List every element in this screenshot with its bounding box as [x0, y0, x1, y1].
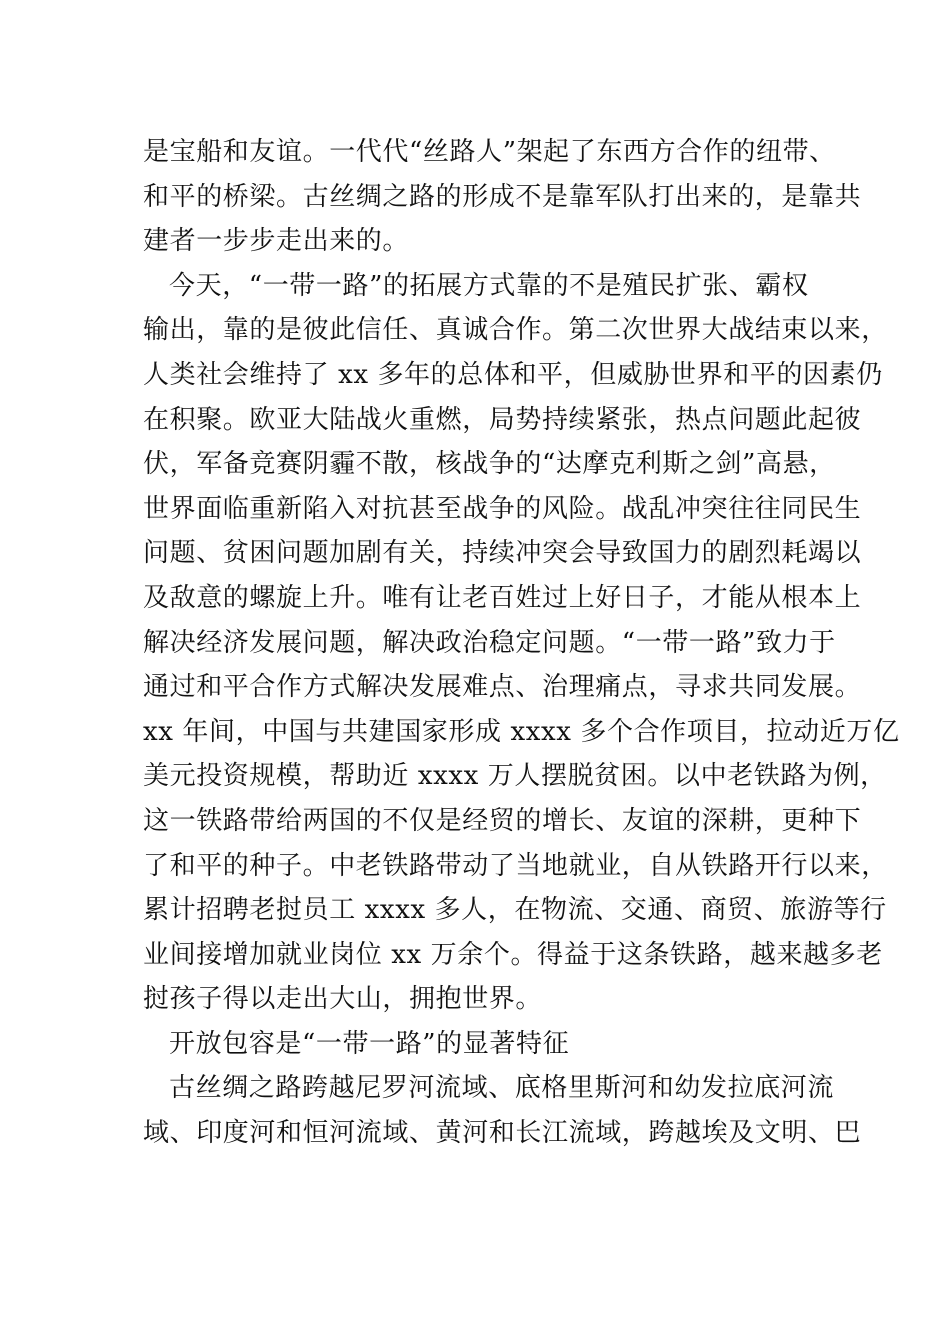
text-line: 解决经济发展问题，解决政治稳定问题。“一带一路”致力于 — [143, 627, 836, 658]
paragraph-1 — [143, 130, 862, 264]
body-text — [143, 130, 900, 1156]
text-line: 业间接增加就业岗位 xx 万余个。得益于这条铁路，越来越多老 — [143, 939, 883, 970]
text-line: xx 年间，中国与共建国家形成 xxxx 多个合作项目，拉动近万亿 — [143, 716, 900, 747]
heading-line: 开放包容是“一带一路”的显著特征 — [169, 1028, 570, 1059]
text-line: 累计招聘老挝员工 xxxx 多人，在物流、交通、商贸、旅游等行 — [143, 895, 887, 926]
text-line: 这一铁路带给两国的不仅是经贸的增长、友谊的深耕，更种下 — [143, 805, 862, 836]
text-line: 域、印度河和恒河流域、黄河和长江流域，跨越埃及文明、巴 — [143, 1118, 862, 1149]
text-line: 了和平的种子。中老铁路带动了当地就业，自从铁路开行以来， — [143, 850, 888, 881]
text-line: 建者一步步走出来的。 — [143, 226, 410, 257]
text-line: 伏，军备竞赛阴霾不散，核战争的“达摩克利斯之剑”高悬， — [143, 449, 836, 480]
paragraph-2 — [143, 264, 900, 1022]
text-line: 今天，“一带一路”的拓展方式靠的不是殖民扩张、霸权 — [169, 270, 809, 301]
text-line: 及敌意的螺旋上升。唯有让老百姓过上好日子，才能从根本上 — [143, 582, 862, 613]
text-line: 人类社会维持了 xx 多年的总体和平，但威胁世界和平的因素仍 — [143, 359, 883, 390]
text-line: 输出，靠的是彼此信任、真诚合作。第二次世界大战结束以来， — [143, 315, 888, 346]
text-line: 世界面临重新陷入对抗甚至战争的风险。战乱冲突往往同民生 — [143, 493, 862, 524]
text-line: 是宝船和友谊。一代代“丝路人”架起了东西方合作的纽带、 — [143, 137, 836, 167]
text-line: 和平的桥梁。古丝绸之路的形成不是靠军队打出来的，是靠共 — [143, 181, 862, 212]
section-heading — [143, 1022, 833, 1067]
text-line: 问题、贫困问题加剧有关，持续冲突会导致国力的剧烈耗竭以 — [143, 538, 862, 569]
text-line: 在积聚。欧亚大陆战火重燃，局势持续紧张，热点问题此起彼 — [143, 404, 862, 435]
text-line: 挝孩子得以走出大山，拥抱世界。 — [143, 984, 543, 1015]
paragraph-3 — [143, 1066, 862, 1155]
text-line: 古丝绸之路跨越尼罗河流域、底格里斯河和幼发拉底河流 — [169, 1073, 835, 1104]
text-line: 通过和平合作方式解决发展难点、治理痛点，寻求共同发展。 — [143, 672, 862, 703]
text-line: 美元投资规模，帮助近 xxxx 万人摆脱贫困。以中老铁路为例， — [143, 761, 887, 792]
